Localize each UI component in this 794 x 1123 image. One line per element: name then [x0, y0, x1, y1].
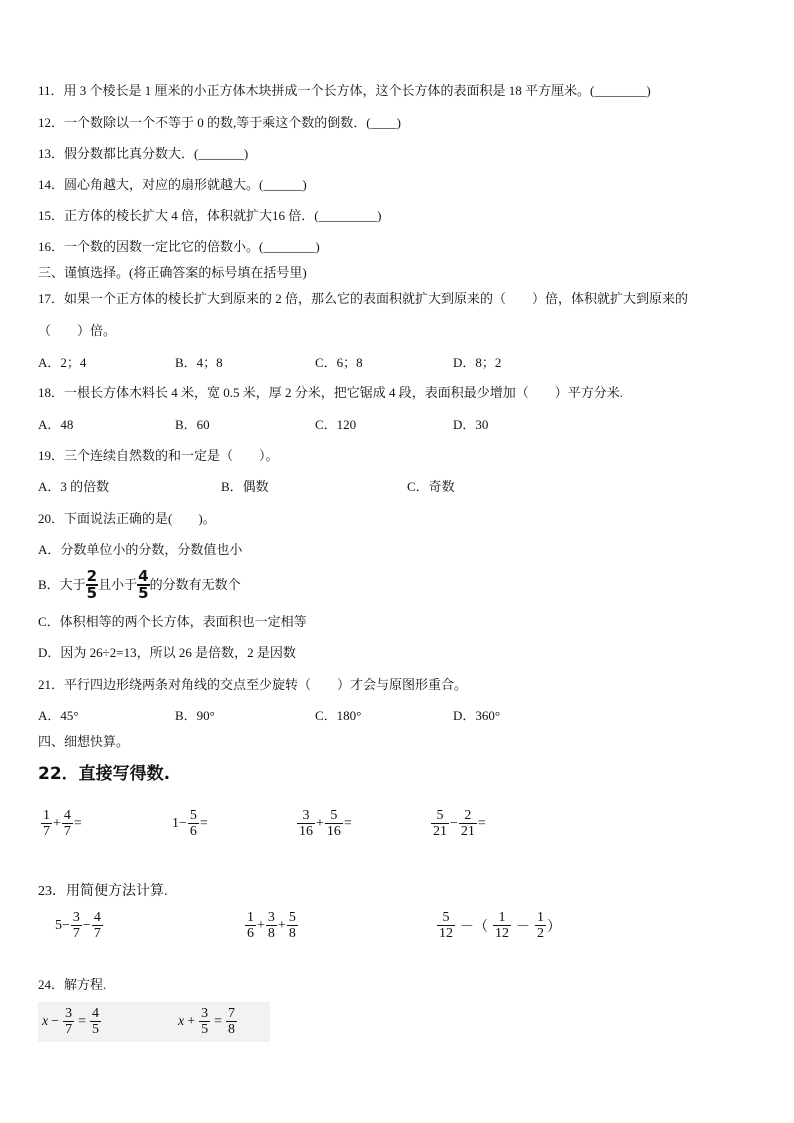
q20-option-b [38, 566, 241, 604]
q24-equation-1: x − $\frac{3}{7}$ = $\frac{4}{5}$ [42, 1006, 100, 1037]
q17-option-b: B．4；8 [175, 355, 223, 370]
question-23: 23．用简便方法计算. [38, 884, 168, 899]
q20-b-suffix: 的分数有无数个 [149, 577, 241, 592]
question-11: 11．用 3 个棱长是 1 厘米的小正方体木块拼成一个长方体，这个长方体的表面积是 18 平方厘米。(________) [38, 83, 651, 98]
q19-option-c: C．奇数 [407, 479, 455, 494]
question-21: 21．平行四边形绕两条对角线的交点至少旋转（ ）才会与原图形重合。 [38, 677, 468, 692]
question-17: 17．如果一个正方体的棱长扩大到原来的 2 倍，那么它的表面积就扩大到原来的（ ）倍，体积就扩大到原来的 [38, 291, 689, 306]
question-24: 24．解方程. [38, 977, 107, 992]
q19-option-a: A．3 的倍数 [38, 479, 110, 494]
q20-b-prefix: B．大于 [38, 577, 86, 592]
question-14: 14．圆心角越大，对应的扇形就越大。(______) [38, 177, 307, 192]
question-22: 22．直接写得数. [38, 764, 171, 784]
question-13: 13．假分数都比真分数大．(_______) [38, 146, 249, 161]
q18-option-a: A．48 [38, 417, 74, 432]
q22-expr-2: 1− $\frac{5}{6}$ = [172, 808, 208, 839]
fraction-4-5: 4 5 [138, 567, 149, 602]
question-20: 20．下面说法正确的是( )。 [38, 511, 216, 526]
q22-expr-3: $\frac{3}{16}$ + $\frac{5}{16}$ = [299, 808, 352, 839]
q21-option-b: B．90° [175, 708, 215, 723]
q20-b-mid: 且小于 [98, 577, 138, 592]
question-16: 16．一个数的因数一定比它的倍数小。(________) [38, 239, 320, 254]
q18-option-d: D．30 [453, 417, 489, 432]
q20-option-c: C．体积相等的两个长方体，表面积也一定相等 [38, 614, 307, 629]
question-12: 12．一个数除以一个不等于 0 的数,等于乘这个数的倒数．(____) [38, 115, 401, 130]
q21-option-d: D．360° [453, 708, 501, 723]
question-18: 18．一根长方体木料长 4 米，宽 0.5 米，厚 2 分米，把它锯成 4 段，表面积最少增加（ ）平方分米. [38, 385, 624, 400]
q17-option-d: D．8；2 [453, 355, 502, 370]
q23-expr-1: 5− $\frac{3}{7}$ − $\frac{4}{7}$ [55, 910, 101, 941]
q23-expr-3: $\frac{5}{12}$ －（ $\frac{1}{12}$ － $\frac{1}{2}$ ） [439, 910, 561, 941]
q24-equation-2: x + $\frac{3}{5}$ = $\frac{7}{8}$ [178, 1006, 236, 1037]
q17-option-a: A．2；4 [38, 355, 87, 370]
fraction-2-5: 2 5 [86, 567, 98, 602]
section-4-heading: 四、细想快算。 [38, 734, 130, 749]
q18-option-c: C．120 [315, 417, 357, 432]
q19-option-b: B．偶数 [221, 479, 269, 494]
question-17-cont: （ ）倍。 [38, 323, 117, 338]
q17-option-c: C．6；8 [315, 355, 363, 370]
question-15: 15．正方体的棱长扩大 4 倍，体积就扩大16 倍．(_________) [38, 208, 382, 223]
q22-expr-4: $\frac{5}{21}$ − $\frac{2}{21}$ = [433, 808, 486, 839]
section-3-heading: 三、谨慎选择。(将正确答案的标号填在括号里) [38, 265, 307, 280]
q18-option-b: B．60 [175, 417, 210, 432]
q21-option-a: A．45° [38, 708, 79, 723]
question-19: 19．三个连续自然数的和一定是（ ）。 [38, 448, 279, 463]
q23-expr-2: $\frac{1}{6}$ + $\frac{3}{8}$ + $\frac{5}{8}$ [247, 910, 296, 941]
q20-option-a: A．分数单位小的分数，分数值也小 [38, 542, 243, 557]
q20-option-d: D．因为 26÷2=13，所以 26 是倍数，2 是因数 [38, 645, 296, 660]
q22-expr-1: $\frac{1}{7}$ + $\frac{4}{7}$ = [43, 808, 82, 839]
q21-option-c: C．180° [315, 708, 362, 723]
